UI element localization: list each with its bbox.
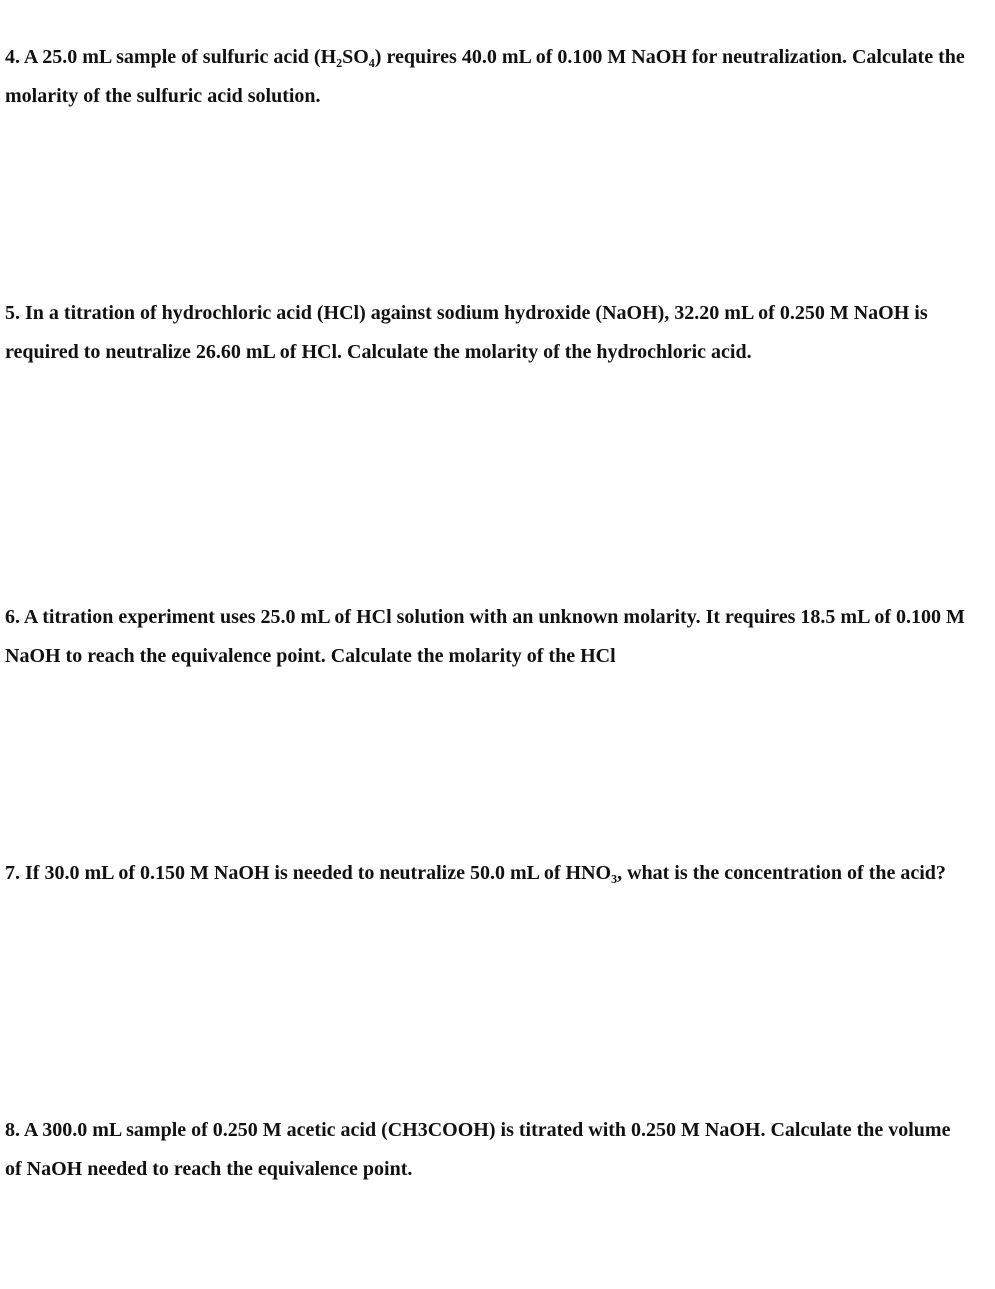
- question-4: 4. A 25.0 mL sample of sulfuric acid (H₂SO₄) requires 40.0 mL of 0.100 M NaOH for neutralization. Calculate the molarity of the sulfuric acid solution.: [5, 46, 965, 107]
- question-5: 5. In a titration of hydrochloric acid (HCl) against sodium hydroxide (NaOH), 32.20 mL of 0.250 M NaOH is required to neutralize 26.60 mL of HCl. Calculate the molarity of the hydrochloric acid.: [5, 302, 928, 363]
- question-7: 7. If 30.0 mL of 0.150 M NaOH is needed to neutralize 50.0 mL of HNO₃, what is the concentration of the acid?: [5, 862, 946, 884]
- question-8: 8. A 300.0 mL sample of 0.250 M acetic acid (CH3COOH) is titrated with 0.250 M NaOH. Calculate the volume of NaOH needed to reach the equivalence point.: [5, 1119, 951, 1180]
- question-6: 6. A titration experiment uses 25.0 mL of HCl solution with an unknown molarity. It requires 18.5 mL of 0.100 M NaOH to reach the equivalence point. Calculate the molarity of the HCl: [5, 606, 965, 667]
